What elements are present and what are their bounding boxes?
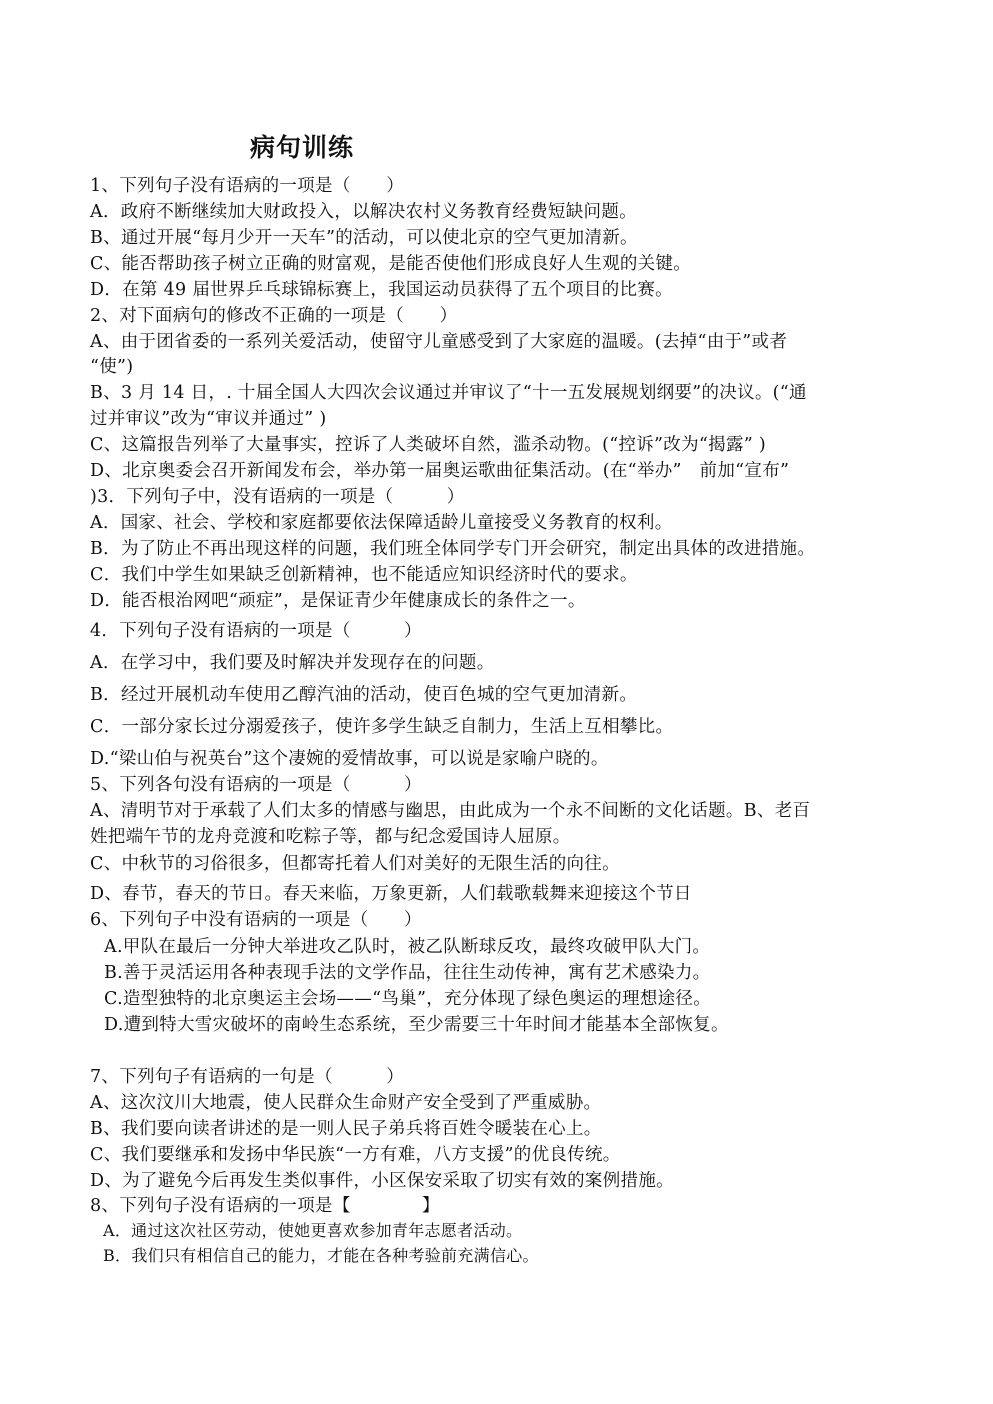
question-7-option-a: A、这次汶川大地震，使人民群众生命财产安全受到了严重威胁。 (90, 1093, 602, 1113)
question-4-option-a: A．在学习中，我们要及时解决并发现存在的问题。 (90, 653, 495, 673)
question-1-stem: 1、下列句子没有语病的一项是（ ） (90, 176, 405, 196)
question-3-option-a: A．国家、社会、学校和家庭都要依法保障适龄儿童接受义务教育的权利。 (90, 513, 673, 533)
question-2-stem: 2、对下面病句的修改不正确的一项是（ ） (90, 306, 458, 326)
question-1-option-a: A．政府不断继续加大财政投入，以解决农村义务教育经费短缺问题。 (90, 202, 637, 222)
question-5-option-c: C、中秋节的习俗很多，但都寄托着人们对美好的无限生活的向往。 (90, 854, 620, 874)
question-2-option-b: B、3 月 14 日，. 十届全国人大四次会议通过并审议了“十一五发展规划纲要”的决议。(“通 (90, 383, 807, 403)
question-2-option-a-cont: “使”) (90, 357, 134, 377)
question-2-option-a: A、由于团省委的一系列关爱活动，使留守儿童感受到了大家庭的温暖。(去掉“由于”或者 (90, 332, 788, 352)
question-1-option-d: D．在第 49 届世界乒乓球锦标赛上，我国运动员获得了五个项目的比赛。 (90, 280, 673, 300)
question-3-option-b: B．为了防止不再出现这样的问题，我们班全体同学专门开会研究，制定出具体的改进措施。 (90, 539, 816, 559)
question-6-stem: 6、下列句子中没有语病的一项是（ ） (90, 910, 422, 930)
question-4-stem: 4．下列句子没有语病的一项是（ ） (90, 621, 422, 641)
question-5-option-a: A、清明节对于承载了人们太多的情感与幽思，由此成为一个永不间断的文化话题。B、老百 (90, 801, 811, 821)
question-2-option-b-cont: 过并审议”改为“审议并通过” ) (90, 409, 327, 429)
question-3-stem: )3．下列句子中，没有语病的一项是（ ） (90, 487, 465, 507)
question-1-option-b: B、通过开展“每月少开一天车”的活动，可以使北京的空气更加清新。 (90, 228, 638, 248)
question-6-option-a: A.甲队在最后一分钟大举进攻乙队时，被乙队断球反攻，最终攻破甲队大门。 (104, 937, 711, 957)
question-4-option-b: B．经过开展机动车使用乙醇汽油的活动，使百色城的空气更加清新。 (90, 685, 638, 705)
question-7-option-c: C、我们要继承和发扬中华民族“一方有难，八方支援”的优良传统。 (90, 1145, 621, 1165)
question-6-option-c: C.造型独特的北京奥运主会场——“鸟巢”，充分体现了绿色奥运的理想途径。 (104, 989, 712, 1009)
question-7-option-b: B、我们要向读者讲述的是一则人民子弟兵将百姓令暖装在心上。 (90, 1119, 602, 1139)
page-title: 病句训练 (250, 133, 355, 162)
question-5-stem: 5、下列各句没有语病的一项是（ ） (90, 775, 422, 795)
question-4-option-d: D.“梁山伯与祝英台”这个凄婉的爱情故事，可以说是家喻户晓的。 (90, 749, 609, 769)
question-7-stem: 7、下列句子有语病的一句是（ ） (90, 1067, 405, 1087)
question-1-option-c: C、能否帮助孩子树立正确的财富观，是能否使他们形成良好人生观的关键。 (90, 254, 692, 274)
question-6-option-d: D.遭到特大雪灾破坏的南岭生态系统，至少需要三十年时间才能基本全部恢复。 (104, 1015, 729, 1035)
question-7-option-d: D、为了避免今后再发生类似事件，小区保安采取了切实有效的案例措施。 (90, 1171, 674, 1191)
question-8-option-b: B．我们只有相信自己的能力，才能在各种考验前充满信心。 (103, 1246, 539, 1265)
question-5-option-d: D、春节，春天的节日。春天来临，万象更新，人们载歌载舞来迎接这个节日 (90, 884, 692, 904)
question-2-option-c: C、这篇报告列举了大量事实，控诉了人类破坏自然，滥杀动物。(“控诉”改为“揭露” ) (90, 435, 766, 455)
question-4-option-c: C．一部分家长过分溺爱孩子，使许多学生缺乏自制力，生活上互相攀比。 (90, 717, 674, 737)
question-3-option-d: D．能否根治网吧“顽症”，是保证青少年健康成长的条件之一。 (90, 591, 586, 611)
question-8-option-a: A．通过这次社区劳动，使她更喜欢参加青年志愿者活动。 (103, 1221, 523, 1240)
question-6-option-b: B.善于灵活运用各种表现手法的文学作品，往往生动传神，寓有艺术感染力。 (104, 963, 711, 983)
question-8-stem: 8、下列句子没有语病的一项是【 】 (90, 1196, 440, 1216)
question-2-option-d: D、北京奥委会召开新闻发布会，举办第一届奥运歌曲征集活动。(在“举办” 前加“宣布” (90, 461, 790, 481)
question-3-option-c: C．我们中学生如果缺乏创新精神，也不能适应知识经济时代的要求。 (90, 565, 638, 585)
question-5-option-b-cont: 姓把端午节的龙舟竞渡和吃粽子等，都与纪念爱国诗人屈原。 (90, 827, 571, 847)
